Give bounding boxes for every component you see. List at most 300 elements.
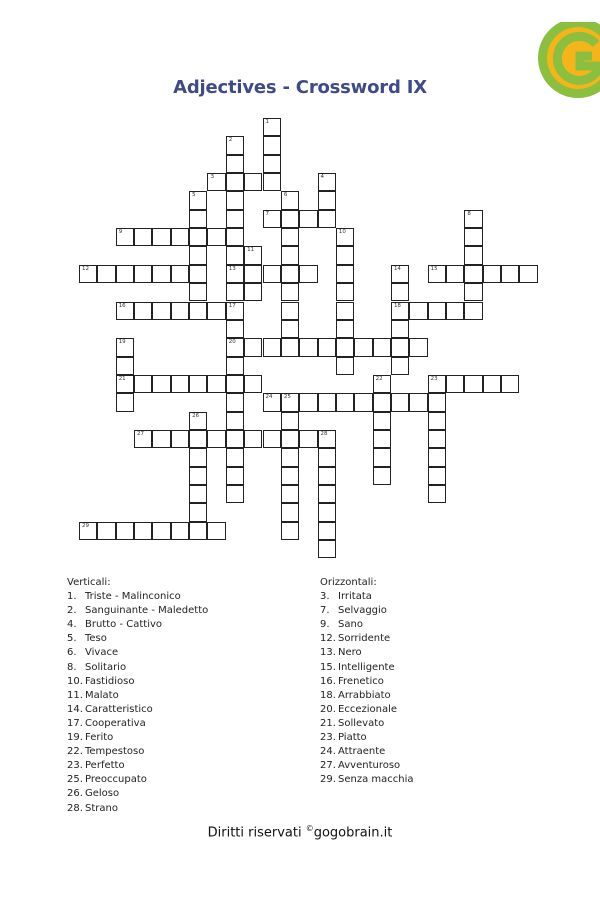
clue-item	[320, 618, 414, 632]
clue-text: Malato	[85, 689, 119, 701]
crossword-cell[interactable]	[391, 357, 409, 375]
clue-item	[320, 632, 414, 646]
clue-number: 7.	[320, 605, 330, 617]
crossword-cell[interactable]	[189, 283, 207, 301]
crossword-cell[interactable]	[189, 210, 207, 228]
crossword-cell[interactable]	[428, 302, 446, 320]
crossword-cell[interactable]	[318, 485, 336, 503]
clue-number: 19	[118, 339, 126, 346]
footer-site: gogobrain.it	[313, 825, 393, 841]
clue-item	[67, 802, 208, 816]
clue-number: 1.	[67, 591, 77, 603]
clue-number: 15.	[320, 661, 336, 673]
clue-text: Strano	[85, 802, 118, 814]
crossword-cell[interactable]	[281, 265, 299, 283]
crossword-cell[interactable]	[207, 173, 225, 191]
clue-text: Ferito	[85, 732, 114, 744]
crossword-cell[interactable]	[281, 228, 299, 246]
crossword-cell[interactable]	[281, 338, 299, 356]
crossword-cell[interactable]	[134, 265, 152, 283]
clue-item	[67, 731, 208, 745]
crossword-cell[interactable]	[336, 302, 354, 320]
crossword-cell[interactable]	[428, 375, 446, 393]
crossword-cell[interactable]	[134, 430, 152, 448]
clue-number: 4.	[67, 619, 77, 631]
copyright-symbol: ©	[305, 824, 314, 833]
crossword-cell[interactable]	[299, 210, 317, 228]
clue-number: 29	[82, 522, 89, 529]
clue-text: Sanguinante - Maledetto	[85, 605, 209, 617]
crossword-cell[interactable]	[79, 522, 97, 540]
clue-item	[320, 675, 414, 689]
clue-text: Piatto	[338, 732, 367, 744]
crossword-cell[interactable]	[501, 265, 519, 283]
crossword-cell[interactable]	[189, 228, 207, 246]
crossword-cell[interactable]	[226, 467, 244, 485]
clue-item	[320, 717, 414, 731]
clue-number: 14.	[67, 703, 83, 715]
clue-number: 21	[118, 375, 126, 382]
clue-number: 25	[283, 394, 291, 401]
clue-text: Preoccupato	[85, 774, 147, 786]
crossword-cell[interactable]	[207, 430, 225, 448]
clue-text: Triste - Malinconico	[85, 591, 181, 603]
crossword-cell[interactable]	[318, 522, 336, 540]
crossword-cell[interactable]	[171, 265, 189, 283]
crossword-cell[interactable]	[336, 320, 354, 338]
crossword-cell[interactable]	[79, 265, 97, 283]
clue-item	[67, 632, 208, 646]
clue-number: 23	[430, 375, 438, 382]
crossword-cell[interactable]	[446, 302, 464, 320]
clue-number: 16.	[320, 675, 336, 687]
crossword-cell[interactable]	[134, 522, 152, 540]
clue-text: Intelligente	[338, 661, 395, 673]
crossword-cell[interactable]	[207, 375, 225, 393]
crossword-cell[interactable]	[336, 357, 354, 375]
crossword-cell[interactable]	[446, 375, 464, 393]
clue-number: 6.	[67, 647, 77, 659]
clue-number: 13.	[320, 647, 336, 659]
crossword-cell[interactable]	[391, 265, 409, 283]
clue-text: Cooperativa	[85, 717, 146, 729]
crossword-cell[interactable]	[318, 430, 336, 448]
clue-item	[67, 675, 208, 689]
crossword-cell[interactable]	[244, 375, 262, 393]
crossword-cell[interactable]	[263, 430, 281, 448]
crossword-cell[interactable]	[391, 338, 409, 356]
crossword-cell[interactable]	[226, 375, 244, 393]
clue-number: 9	[118, 229, 123, 236]
crossword-cell[interactable]	[116, 228, 134, 246]
crossword-cell[interactable]	[244, 246, 262, 264]
crossword-cell[interactable]	[318, 448, 336, 466]
crossword-cell[interactable]	[299, 338, 317, 356]
clue-number: 11.	[67, 689, 83, 701]
clue-number: 1	[265, 119, 269, 125]
clue-number: 23.	[67, 760, 83, 772]
crossword-cell[interactable]	[519, 265, 537, 283]
clue-number: 28.	[67, 802, 83, 814]
crossword-cell[interactable]	[244, 265, 262, 283]
crossword-cell[interactable]	[226, 448, 244, 466]
crossword-cell[interactable]	[428, 448, 446, 466]
crossword-cell[interactable]	[171, 302, 189, 320]
clue-item	[67, 590, 208, 604]
crossword-cell[interactable]	[281, 191, 299, 209]
crossword-cell[interactable]	[409, 338, 427, 356]
crossword-cell[interactable]	[428, 265, 446, 283]
crossword-cell[interactable]	[152, 302, 170, 320]
copyright-footer	[0, 824, 600, 840]
clue-text: Vivace	[85, 647, 119, 659]
crossword-cell[interactable]	[263, 118, 281, 136]
clue-text: Arrabbiato	[338, 689, 391, 701]
crossword-cell[interactable]	[464, 375, 482, 393]
clue-item	[320, 646, 414, 660]
crossword-cell[interactable]	[152, 522, 170, 540]
crossword-cell[interactable]	[171, 228, 189, 246]
crossword-cell[interactable]	[244, 173, 262, 191]
crossword-cell[interactable]	[281, 485, 299, 503]
crossword-cell[interactable]	[171, 522, 189, 540]
clue-item	[67, 604, 208, 618]
clue-text: Tempestoso	[85, 746, 145, 758]
crossword-cell[interactable]	[318, 338, 336, 356]
crossword-cell[interactable]	[428, 467, 446, 485]
clue-number: 20.	[320, 703, 336, 715]
crossword-cell[interactable]	[391, 320, 409, 338]
crossword-cell[interactable]	[391, 393, 409, 411]
crossword-cell[interactable]	[226, 357, 244, 375]
clue-item	[67, 618, 208, 632]
clue-text: Teso	[85, 633, 107, 645]
crossword-cell[interactable]	[318, 210, 336, 228]
crossword-cell[interactable]	[336, 393, 354, 411]
clue-number: 3.	[320, 591, 330, 603]
crossword-cell[interactable]	[226, 412, 244, 430]
clue-number: 22.	[67, 746, 83, 758]
crossword-cell[interactable]	[244, 283, 262, 301]
crossword-cell[interactable]	[336, 228, 354, 246]
clue-number: 26	[192, 412, 200, 419]
page-title: Adjectives - Crossword IX	[173, 77, 427, 98]
crossword-cell[interactable]	[116, 393, 134, 411]
crossword-cell[interactable]	[281, 430, 299, 448]
crossword-cell[interactable]	[263, 173, 281, 191]
crossword-cell[interactable]	[226, 246, 244, 264]
crossword-cell[interactable]	[428, 485, 446, 503]
crossword-cell[interactable]	[318, 503, 336, 521]
crossword-cell[interactable]	[189, 191, 207, 209]
crossword-cell[interactable]	[171, 430, 189, 448]
crossword-cell[interactable]	[226, 228, 244, 246]
crossword-cell[interactable]	[97, 265, 115, 283]
crossword-cell[interactable]	[189, 467, 207, 485]
crossword-cell[interactable]	[263, 265, 281, 283]
crossword-cell[interactable]	[171, 375, 189, 393]
crossword-cell[interactable]	[226, 210, 244, 228]
crossword-cell[interactable]	[263, 210, 281, 228]
clue-item	[67, 759, 208, 773]
clue-item	[320, 590, 414, 604]
clue-number: 15	[430, 265, 438, 272]
crossword-cell[interactable]	[281, 246, 299, 264]
clue-text: Sano	[338, 619, 363, 631]
clue-item	[67, 646, 208, 660]
crossword-cell[interactable]	[373, 375, 391, 393]
clue-item	[67, 689, 208, 703]
clue-number: 8.	[67, 661, 77, 673]
crossword-cell[interactable]	[354, 393, 372, 411]
clue-number: 9.	[320, 619, 330, 631]
crossword-cell[interactable]	[373, 430, 391, 448]
clue-number: 25.	[67, 774, 83, 786]
crossword-cell[interactable]	[152, 265, 170, 283]
crossword-cell[interactable]	[299, 393, 317, 411]
clue-text: Perfetto	[85, 760, 125, 772]
crossword-cell[interactable]	[281, 448, 299, 466]
clue-item	[67, 703, 208, 717]
crossword-cell[interactable]	[501, 375, 519, 393]
footer-prefix: Diritti riservati	[207, 825, 306, 841]
crossword-cell[interactable]	[464, 265, 482, 283]
crossword-cell[interactable]	[281, 320, 299, 338]
clue-number: 20	[228, 339, 236, 346]
clue-item	[320, 661, 414, 675]
crossword-cell[interactable]	[226, 320, 244, 338]
crossword-cell[interactable]	[281, 467, 299, 485]
crossword-cell[interactable]	[428, 393, 446, 411]
clue-number: 5.	[67, 633, 77, 645]
crossword-cell[interactable]	[483, 375, 501, 393]
crossword-cell[interactable]	[226, 155, 244, 173]
crossword-cell[interactable]	[391, 302, 409, 320]
down-clues-heading: Verticali:	[67, 577, 111, 588]
crossword-cell[interactable]	[152, 375, 170, 393]
crossword-cell[interactable]	[483, 265, 501, 283]
crossword-cell[interactable]	[226, 393, 244, 411]
crossword-cell[interactable]	[446, 265, 464, 283]
crossword-cell[interactable]	[189, 522, 207, 540]
crossword-cell[interactable]	[134, 302, 152, 320]
crossword-cell[interactable]	[189, 503, 207, 521]
crossword-cell[interactable]	[152, 430, 170, 448]
crossword-cell[interactable]	[464, 228, 482, 246]
clue-number: 12.	[320, 633, 336, 645]
clue-number: 13	[228, 265, 236, 272]
clue-number: 4	[320, 174, 325, 181]
clue-number: 26.	[67, 788, 83, 800]
crossword-cell[interactable]	[281, 302, 299, 320]
crossword-cell[interactable]	[318, 173, 336, 191]
crossword-cell[interactable]	[116, 522, 134, 540]
crossword-cell[interactable]	[409, 302, 427, 320]
clue-item	[320, 773, 414, 787]
clue-number: 16	[118, 302, 126, 309]
clue-text: Irritata	[338, 591, 372, 603]
crossword-cell[interactable]	[373, 412, 391, 430]
clue-number: 28	[320, 430, 328, 437]
crossword-cell[interactable]	[464, 302, 482, 320]
crossword-cell[interactable]	[281, 393, 299, 411]
clue-text: Brutto - Cattivo	[85, 619, 163, 631]
clue-text: Frenetico	[338, 675, 384, 687]
crossword-cell[interactable]	[189, 412, 207, 430]
clue-text: Attraente	[338, 746, 386, 758]
crossword-cell[interactable]	[281, 283, 299, 301]
crossword-cell[interactable]	[354, 338, 372, 356]
clue-number: 10.	[67, 675, 83, 687]
crossword-cell[interactable]	[263, 155, 281, 173]
crossword-cell[interactable]	[189, 302, 207, 320]
crossword-cell[interactable]	[134, 228, 152, 246]
clue-number: 22	[375, 375, 383, 382]
crossword-cell[interactable]	[428, 430, 446, 448]
crossword-cell[interactable]	[318, 191, 336, 209]
clue-number: 2	[228, 137, 233, 144]
clue-text: Sollevato	[338, 717, 385, 729]
crossword-cell[interactable]	[318, 393, 336, 411]
crossword-cell[interactable]	[281, 503, 299, 521]
clue-item	[320, 689, 414, 703]
clue-text: Selvaggio	[338, 605, 387, 617]
crossword-cell[interactable]	[263, 338, 281, 356]
crossword-cell[interactable]	[207, 228, 225, 246]
crossword-cell[interactable]	[336, 338, 354, 356]
crossword-cell[interactable]	[189, 246, 207, 264]
crossword-cell[interactable]	[116, 357, 134, 375]
crossword-cell[interactable]	[244, 430, 262, 448]
crossword-cell[interactable]	[373, 467, 391, 485]
crossword-cell[interactable]	[391, 283, 409, 301]
clue-number: 21.	[320, 717, 336, 729]
crossword-cell[interactable]	[336, 283, 354, 301]
crossword-cell[interactable]	[189, 448, 207, 466]
crossword-cell[interactable]	[152, 228, 170, 246]
crossword-cell[interactable]	[336, 265, 354, 283]
across-clues-heading: Orizzontali:	[320, 577, 377, 588]
crossword-cell[interactable]	[464, 210, 482, 228]
crossword-cell[interactable]	[318, 467, 336, 485]
clue-number: 24	[265, 394, 273, 401]
crossword-cell[interactable]	[244, 338, 262, 356]
crossword-cell[interactable]	[336, 246, 354, 264]
crossword-cell[interactable]	[226, 485, 244, 503]
clue-text: Geloso	[85, 788, 120, 800]
crossword-cell[interactable]	[226, 430, 244, 448]
crossword-cell[interactable]	[464, 246, 482, 264]
crossword-cell[interactable]	[226, 283, 244, 301]
clue-number: 14	[393, 265, 401, 272]
clue-number: 23.	[320, 732, 336, 744]
across-clues	[320, 576, 414, 787]
clue-number: 29.	[320, 774, 336, 786]
down-clue-list	[67, 590, 208, 816]
clue-text: Caratteristico	[85, 703, 153, 715]
crossword-cell[interactable]	[189, 265, 207, 283]
crossword-cell[interactable]	[189, 375, 207, 393]
clue-number: 18	[393, 302, 401, 309]
clue-number: 24.	[320, 746, 336, 758]
crossword-cell[interactable]	[428, 412, 446, 430]
crossword-cell[interactable]	[373, 338, 391, 356]
clue-text: Eccezionale	[338, 703, 398, 715]
clue-item	[320, 745, 414, 759]
clue-item	[67, 661, 208, 675]
clue-item	[67, 787, 208, 801]
clue-item	[67, 717, 208, 731]
clue-item	[320, 703, 414, 717]
clue-text: Avventuroso	[338, 760, 401, 772]
clue-number: 8	[467, 210, 471, 217]
crossword-cell[interactable]	[226, 265, 244, 283]
crossword-cell[interactable]	[318, 540, 336, 558]
down-clues	[67, 576, 208, 816]
clue-number: 2.	[67, 605, 77, 617]
crossword-cell[interactable]	[281, 522, 299, 540]
clue-number: 7	[265, 210, 269, 217]
crossword-cell[interactable]	[373, 393, 391, 411]
crossword-cell[interactable]	[226, 173, 244, 191]
crossword-cell[interactable]	[226, 338, 244, 356]
clue-number: 18.	[320, 689, 336, 701]
clue-text: Senza macchia	[338, 774, 414, 786]
clue-item	[67, 745, 208, 759]
crossword-cell[interactable]	[207, 302, 225, 320]
clue-item	[320, 731, 414, 745]
clue-item	[67, 773, 208, 787]
clue-item	[320, 604, 414, 618]
crossword-cell[interactable]	[189, 430, 207, 448]
crossword-cell[interactable]	[189, 485, 207, 503]
crossword-cell[interactable]	[281, 412, 299, 430]
clue-text: Sorridente	[338, 633, 391, 645]
crossword-cell[interactable]	[226, 302, 244, 320]
crossword-cell[interactable]	[299, 265, 317, 283]
clue-number: 6	[283, 192, 288, 199]
crossword-cell[interactable]	[281, 210, 299, 228]
crossword-cell[interactable]	[97, 522, 115, 540]
clue-number: 17.	[67, 717, 83, 729]
crossword-cell[interactable]	[263, 393, 281, 411]
crossword-cell[interactable]	[116, 302, 134, 320]
crossword-cell[interactable]	[116, 338, 134, 356]
across-clue-list	[320, 590, 414, 787]
crossword-cell[interactable]	[207, 522, 225, 540]
crossword-cell[interactable]	[226, 191, 244, 209]
clue-number: 12	[82, 265, 89, 272]
crossword-cell[interactable]	[299, 430, 317, 448]
crossword-cell[interactable]	[373, 448, 391, 466]
crossword-cell[interactable]	[226, 136, 244, 154]
crossword-cell[interactable]	[134, 375, 152, 393]
clue-number: 17	[228, 302, 236, 309]
crossword-cell[interactable]	[464, 283, 482, 301]
clue-text: Solitario	[85, 661, 127, 673]
crossword-cell[interactable]	[116, 375, 134, 393]
crossword-cell[interactable]	[409, 393, 427, 411]
clue-number: 10	[338, 229, 346, 236]
clue-number: 11	[247, 247, 255, 254]
clue-number: 19.	[67, 732, 83, 744]
clue-number: 3	[210, 174, 214, 181]
crossword-cell[interactable]	[116, 265, 134, 283]
crossword-cell[interactable]	[263, 136, 281, 154]
clue-number: 27.	[320, 760, 336, 772]
clue-number: 27	[137, 430, 145, 437]
clue-number: 5	[192, 192, 196, 199]
